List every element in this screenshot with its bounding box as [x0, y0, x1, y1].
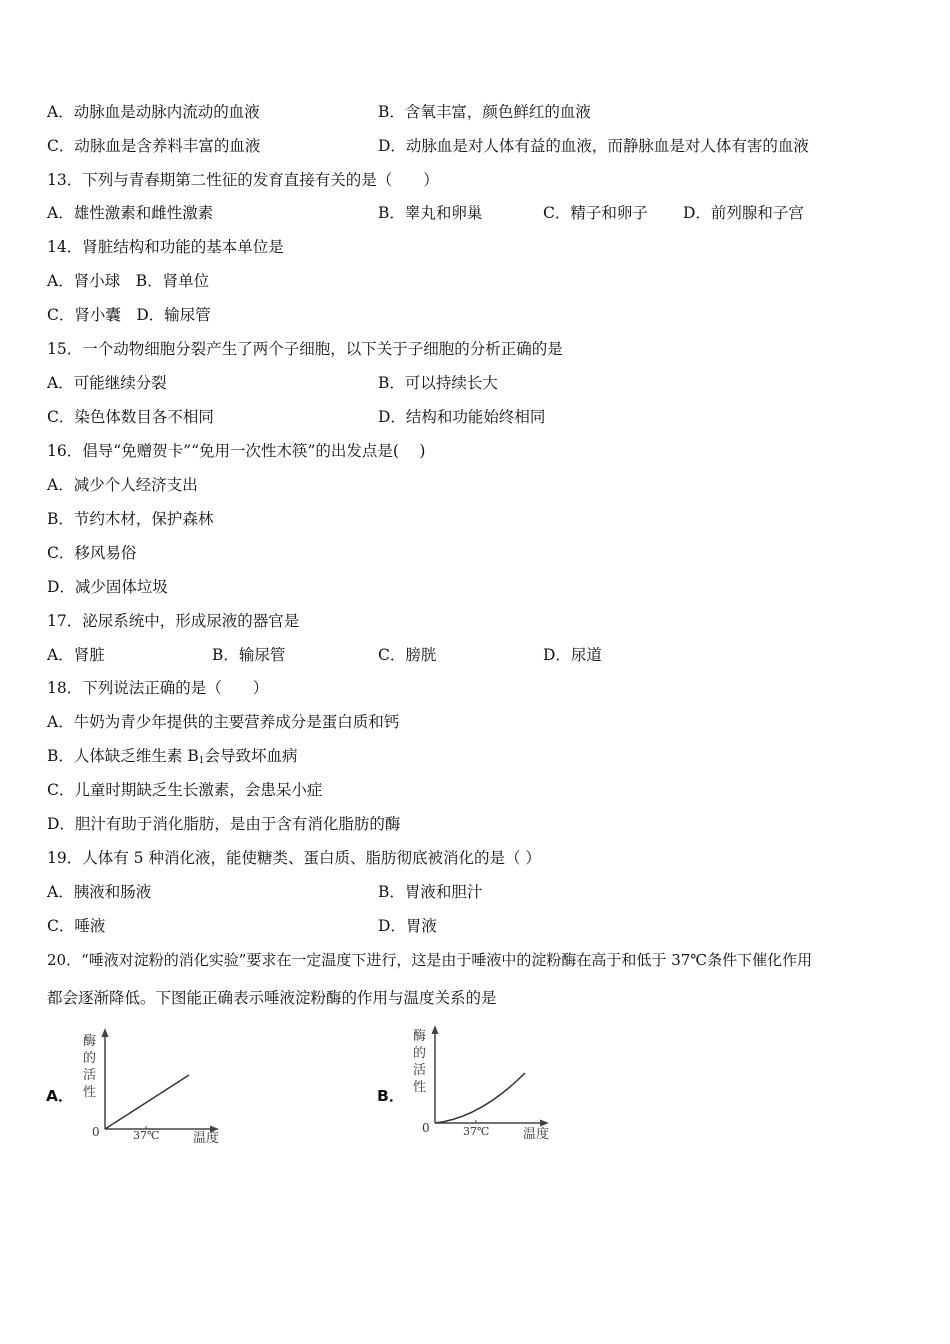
q19-option-a: A．胰液和肠液: [47, 883, 152, 901]
q15-option-d: D．结构和功能始终相同: [378, 408, 546, 426]
q13-option-d: D．前列腺和子宫: [683, 204, 804, 222]
q16-stem: 16．倡导“免赠贺卡”“免用一次性木筷”的出发点是( ): [47, 442, 426, 460]
q12-option-d: D．动脉血是对人体有益的血液，而静脉血是对人体有害的血液: [378, 137, 809, 155]
q13-option-a: A．雄性激素和雌性激素: [47, 204, 214, 222]
chart-a-ylabel-char-2: 活: [83, 1068, 97, 1083]
q16-option-a: A．减少个人经济支出: [47, 476, 198, 494]
chart-b-y-axis-arrow: [432, 1025, 439, 1034]
chart-a-ylabel-char-0: 酶: [83, 1034, 97, 1049]
q12-option-b: B．含氧丰富，颜色鲜红的血液: [378, 103, 591, 121]
q15-stem: 15．一个动物细胞分裂产生了两个子细胞，以下关于子细胞的分析正确的是: [47, 340, 563, 358]
chart-a-series-line: [105, 1075, 189, 1129]
q18-option-c: C．儿童时期缺乏生长激素，会患呆小症: [47, 781, 323, 799]
q18-option-a: A．牛奶为青少年提供的主要营养成分是蛋白质和钙: [47, 713, 400, 731]
q17-option-c: C．膀胱: [378, 646, 437, 664]
q15-option-c: C．染色体数目各不相同: [47, 408, 214, 426]
q19-option-b: B．胃液和胆汁: [378, 883, 483, 901]
q18-stem: 18．下列说法正确的是（ ）: [47, 679, 269, 697]
q18-option-b-pre: B．人体缺乏维生素 B: [47, 747, 199, 765]
q19-option-c: C．唾液: [47, 917, 106, 935]
chart-b-ylabel-char-0: 酶: [413, 1029, 427, 1044]
q17-option-a: A．肾脏: [47, 646, 105, 664]
q13-stem: 13．下列与青春期第二性征的发育直接有关的是（ ）: [47, 171, 439, 189]
q20-stem-line2: 都会逐渐降低。下图能正确表示唾液淀粉酶的作用与温度关系的是: [47, 989, 497, 1007]
q14-options-cd: C．肾小囊 D．输尿管: [47, 306, 211, 324]
chart-a-ylabel-char-1: 的: [83, 1051, 97, 1066]
q15-option-a: A．可能继续分裂: [47, 374, 167, 392]
q19-option-d: D．胃液: [378, 917, 437, 935]
chart-a-origin-label: 0: [92, 1125, 100, 1139]
q18-option-b: [47, 746, 297, 771]
chart-a-xlabel: 温度: [193, 1131, 220, 1146]
q15-option-b: B．可以持续长大: [378, 374, 498, 392]
q18-option-b-post: 会导致坏血病: [204, 747, 298, 765]
chart-a-option-label: A．: [46, 1087, 74, 1105]
q16-option-b: B．节约木材，保护森林: [47, 510, 214, 528]
chart-a-y-axis-arrow: [102, 1028, 109, 1037]
chart-a-x-tick-label: 37℃: [133, 1129, 160, 1142]
q14-stem: 14．肾脏结构和功能的基本单位是: [47, 238, 284, 256]
q18-option-b-sub: 1: [198, 756, 205, 766]
chart-b-ylabel-char-2: 活: [413, 1063, 427, 1078]
q13-option-b: B．睾丸和卵巢: [378, 204, 483, 222]
q16-option-d: D．减少固体垃圾: [47, 578, 168, 596]
chart-b-origin-label: 0: [422, 1121, 430, 1135]
chart-b-xlabel: 温度: [523, 1127, 550, 1142]
chart-a: [78, 1025, 238, 1150]
chart-b-option-label: B．: [377, 1087, 405, 1105]
q17-option-b: B．输尿管: [212, 646, 286, 664]
q20-stem-line1: 20．“唾液对淀粉的消化实验”要求在一定温度下进行，这是由于唾液中的淀粉酶在高于和低于 37℃条件下催化作用: [47, 951, 813, 969]
q18-option-d: D．胆汁有助于消化脂肪，是由于含有消化脂肪的酶: [47, 815, 401, 833]
chart-b-ylabel-char-3: 性: [413, 1080, 427, 1095]
q13-option-c: C．精子和卵子: [543, 204, 648, 222]
q19-stem: 19．人体有 5 种消化液，能使糖类、蛋白质、脂肪彻底被消化的是（ ）: [47, 849, 541, 867]
q12-option-a: A．动脉血是动脉内流动的血液: [47, 103, 260, 121]
chart-a-ylabel-char-3: 性: [83, 1085, 97, 1100]
chart-b: [408, 1022, 568, 1147]
chart-b-x-axis-arrow: [540, 1120, 549, 1127]
chart-b-ylabel-char-1: 的: [413, 1046, 427, 1061]
chart-b-series-line: [435, 1073, 525, 1123]
q17-option-d: D．尿道: [543, 646, 602, 664]
chart-b-x-tick-label: 37℃: [463, 1125, 490, 1138]
q17-stem: 17．泌尿系统中，形成尿液的器官是: [47, 612, 300, 630]
q12-option-c: C．动脉血是含养料丰富的血液: [47, 137, 261, 155]
q16-option-c: C．移风易俗: [47, 544, 137, 562]
q14-options-ab: A．肾小球 B．肾单位: [47, 272, 210, 290]
